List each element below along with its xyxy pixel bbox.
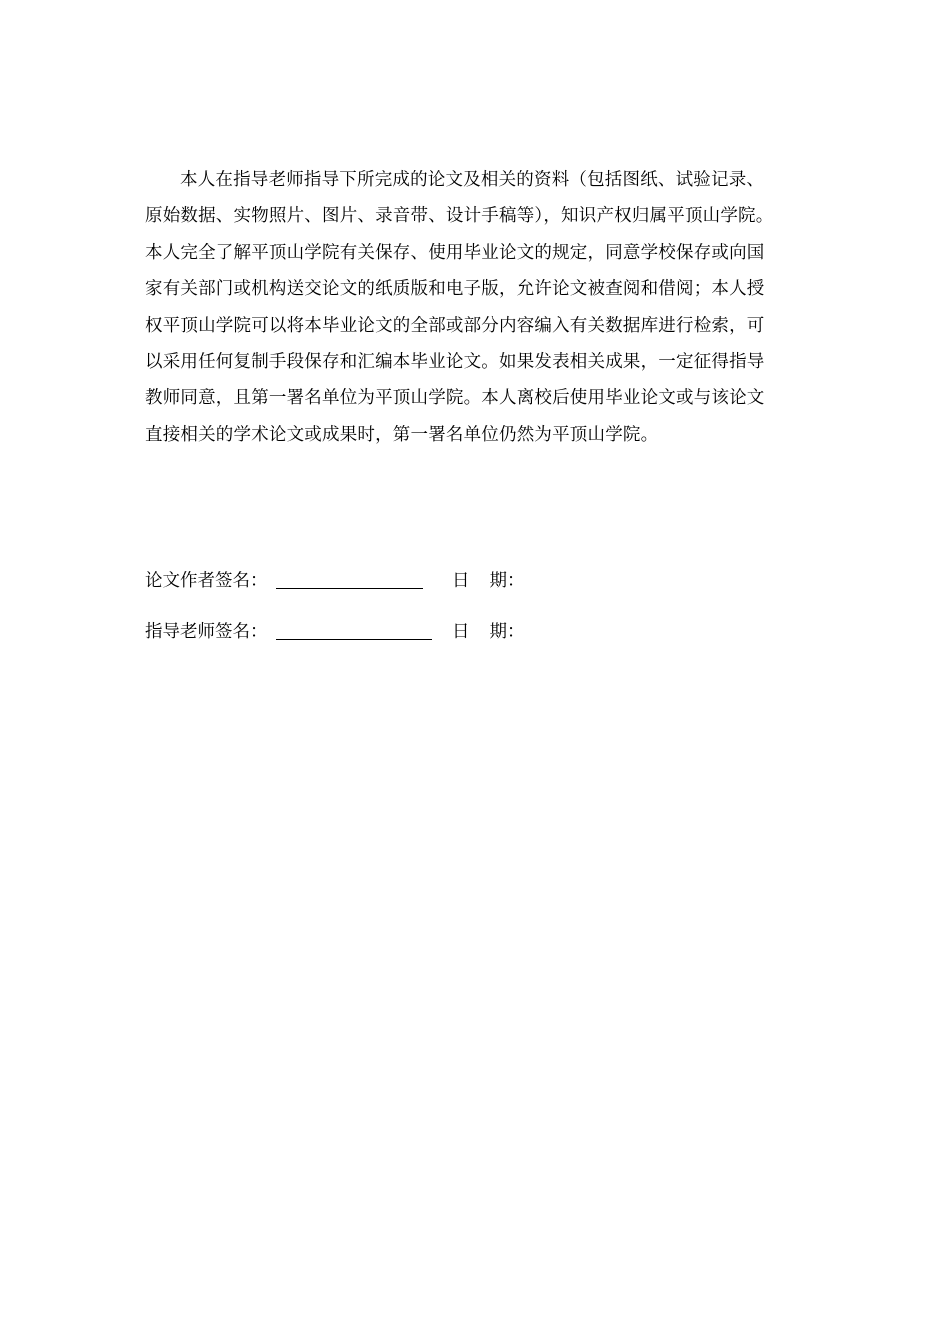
declaration-line: 教师同意，且第一署名单位为平顶山学院。本人离校后使用毕业论文或与该论文 <box>145 388 765 409</box>
declaration-line: 原始数据、实物照片、图片、录音带、设计手稿等），知识产权归属平顶山学院。 <box>145 206 774 227</box>
author-signature-line[interactable] <box>276 588 423 589</box>
author-signature-label: 论文作者签名： <box>145 571 268 591</box>
declaration-line: 直接相关的学术论文或成果时，第一署名单位仍然为平顶山学院。 <box>145 424 659 445</box>
advisor-date-label <box>452 618 525 646</box>
declaration-line: 本人完全了解平顶山学院有关保存、使用毕业论文的规定，同意学校保存或向国 <box>145 242 765 263</box>
advisor-signature-label: 指导老师签名： <box>145 622 268 642</box>
author-date-label <box>452 567 525 595</box>
advisor-signature-line[interactable] <box>276 639 432 640</box>
declaration-line: 权平顶山学院可以将本毕业论文的全部或部分内容编入有关数据库进行检索，可 <box>145 315 765 336</box>
copyright-declaration <box>145 162 810 453</box>
date-char-ri: 日 <box>452 571 470 591</box>
date-char-qi: 期： <box>489 622 525 642</box>
date-char-qi: 期： <box>489 571 525 591</box>
declaration-line: 以采用任何复制手段保存和汇编本毕业论文。如果发表相关成果，一定征得指导 <box>145 351 765 372</box>
declaration-line: 本人在指导老师指导下所完成的论文及相关的资料（包括图纸、试验记录、 <box>180 170 765 190</box>
declaration-line: 家有关部门或机构送交论文的纸质版和电子版，允许论文被查阅和借阅；本人授 <box>145 279 765 300</box>
date-char-ri: 日 <box>452 622 470 642</box>
